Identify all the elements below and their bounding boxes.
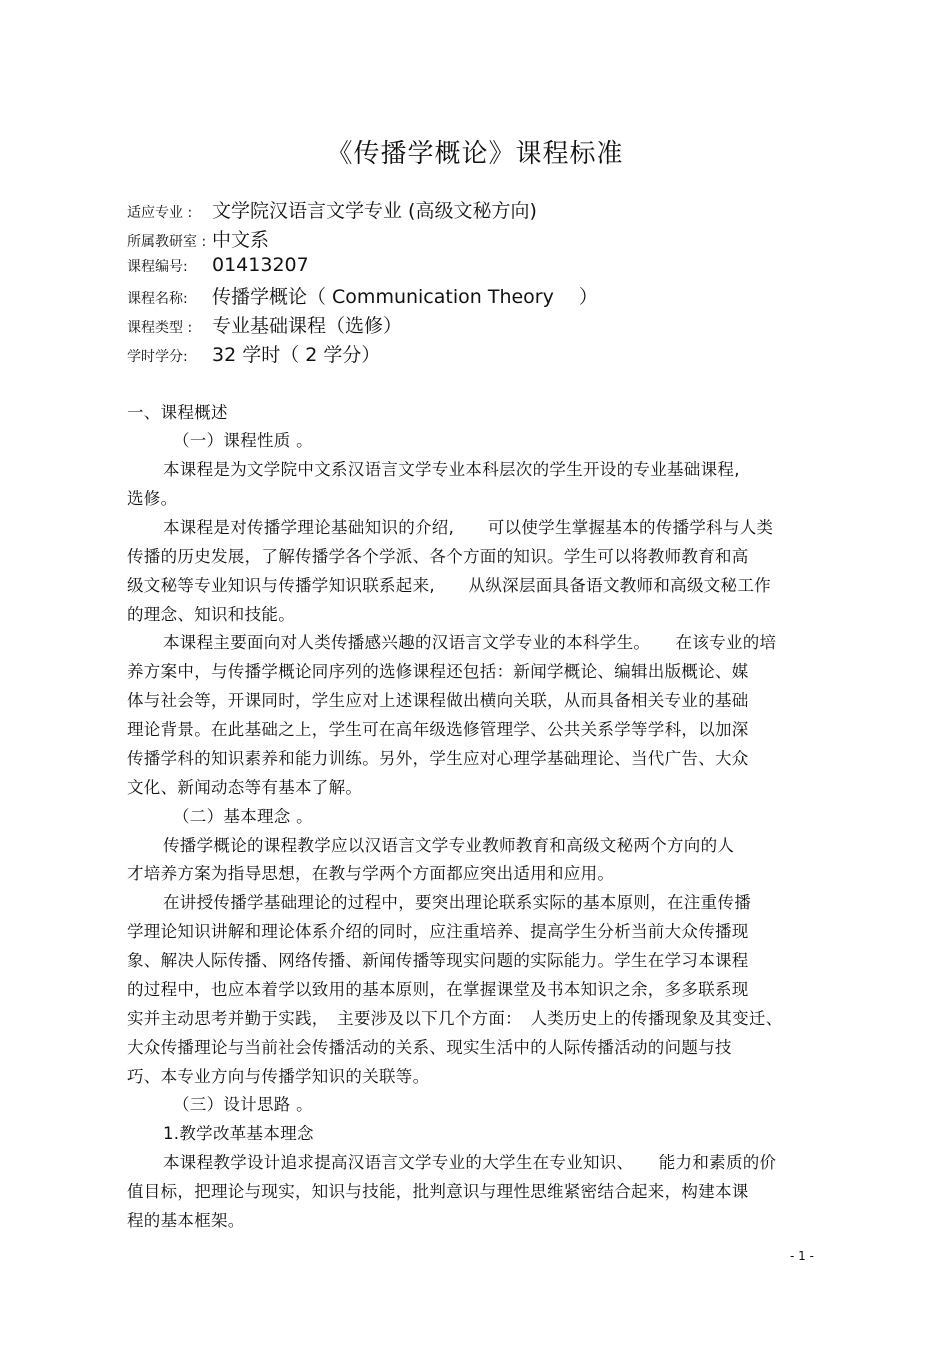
meta-label: 课程类型 :: [127, 320, 193, 336]
meta-value: 专业基础课程（选修）: [212, 315, 403, 337]
meta-row-course-type: [127, 311, 402, 338]
numbered-heading: 1.教学改革基本理念: [163, 1124, 314, 1143]
meta-row-department: [127, 225, 269, 252]
body-line: 本课程主要面向对人类传播感兴趣的汉语言文学专业的本科学生。 在该专业的培: [163, 633, 777, 652]
subsection-heading: （三）设计思路 。: [173, 1095, 313, 1114]
meta-value: 传播学概论（ Communication Theory ）: [212, 286, 598, 308]
body-line: 级文秘等专业知识与传播学知识联系起来, 从纵深层面具备语文教师和高级文秘工作: [127, 576, 771, 595]
body-line: 值目标，把理论与现实，知识与技能，批判意识与理性思维紧密结合起来，构建本课: [127, 1182, 749, 1201]
body-line: 学理论知识讲解和理论体系介绍的同时，应注重培养、提高学生分析当前大众传播现: [127, 922, 749, 941]
body-line: 选修。: [127, 489, 178, 508]
body-line: 实并主动思考并勤于实践， 主要涉及以下几个方面： 人类历史上的传播现象及其变迁、: [127, 1009, 783, 1028]
meta-label: 所属教研室 :: [127, 234, 207, 250]
body-line: 传播学概论的课程教学应以汉语言文学专业教师教育和高级文秘两个方向的人: [163, 836, 735, 855]
body-line: 本课程是为文学院中文系汉语言文学专业本科层次的学生开设的专业基础课程,: [163, 460, 740, 479]
document-title: 《传播学概论》课程标准: [326, 139, 624, 169]
meta-value: 中文系: [212, 229, 270, 251]
body-line: 传播的历史发展，了解传播学各个学派、各个方面的知识。学生可以将教师教育和高: [127, 547, 749, 566]
body-line: 才培养方案为指导思想，在教与学两个方面都应突出适用和应用。: [127, 864, 615, 883]
meta-row-credits: [127, 340, 380, 367]
body-line: 在讲授传播学基础理论的过程中，要突出理论联系实际的基本原则，在注重传播: [163, 893, 751, 912]
body-line: 传播学科的知识素养和能力训练。另外，学生应对心理学基础理论、当代广告、大众: [127, 749, 749, 768]
meta-row-course-code: [127, 254, 309, 276]
subsection-heading: （一）课程性质 。: [173, 431, 313, 450]
body-line: 体与社会等，开课同时，学生应对上述课程做出横向关联，从而具备相关专业的基础: [127, 691, 749, 710]
section-heading: 一、课程概述: [127, 403, 228, 422]
meta-label: 学时学分:: [127, 349, 188, 365]
body-line: 象、解决人际传播、网络传播、新闻传播等现实问题的实际能力。学生在学习本课程: [127, 951, 749, 970]
meta-label: 课程编号:: [127, 259, 188, 275]
body-line: 的过程中，也应本着学以致用的基本原则，在掌握课堂及书本知识之余，多多联系现: [127, 980, 749, 999]
meta-row-course-name: [127, 282, 598, 309]
page-number: - 1 -: [790, 1249, 814, 1263]
body-line: 程的基本框架。: [127, 1211, 245, 1230]
body-line: 的理念、知识和技能。: [127, 605, 295, 624]
meta-label: 适应专业 :: [127, 205, 193, 221]
meta-value: 32 学时（ 2 学分）: [212, 344, 381, 366]
body-line: 本课程是对传播学理论基础知识的介绍, 可以使学生掌握基本的传播学科与人类: [163, 518, 774, 537]
meta-row-major: [127, 196, 537, 223]
body-line: 大众传播理论与当前社会传播活动的关系、现实生活中的人际传播活动的问题与技: [127, 1038, 732, 1057]
meta-value: 文学院汉语言文学专业 (高级文秘方向): [212, 200, 537, 222]
meta-value: 01413207: [212, 254, 309, 276]
body-line: 文化、新闻动态等有基本了解。: [127, 778, 363, 797]
body-line: 养方案中，与传播学概论同序列的选修课程还包括：新闻学概论、编辑出版概论、媒: [127, 662, 749, 681]
body-line: 巧、本专业方向与传播学知识的关联等。: [127, 1067, 430, 1086]
body-line: 理论背景。在此基础之上，学生可在高年级选修管理学、公共关系学等学科，以加深: [127, 720, 749, 739]
meta-label: 课程名称:: [127, 291, 188, 307]
body-line: 本课程教学设计追求提高汉语言文学专业的大学生在专业知识、 能力和素质的价: [163, 1153, 777, 1172]
subsection-heading: （二）基本理念 。: [173, 807, 313, 826]
